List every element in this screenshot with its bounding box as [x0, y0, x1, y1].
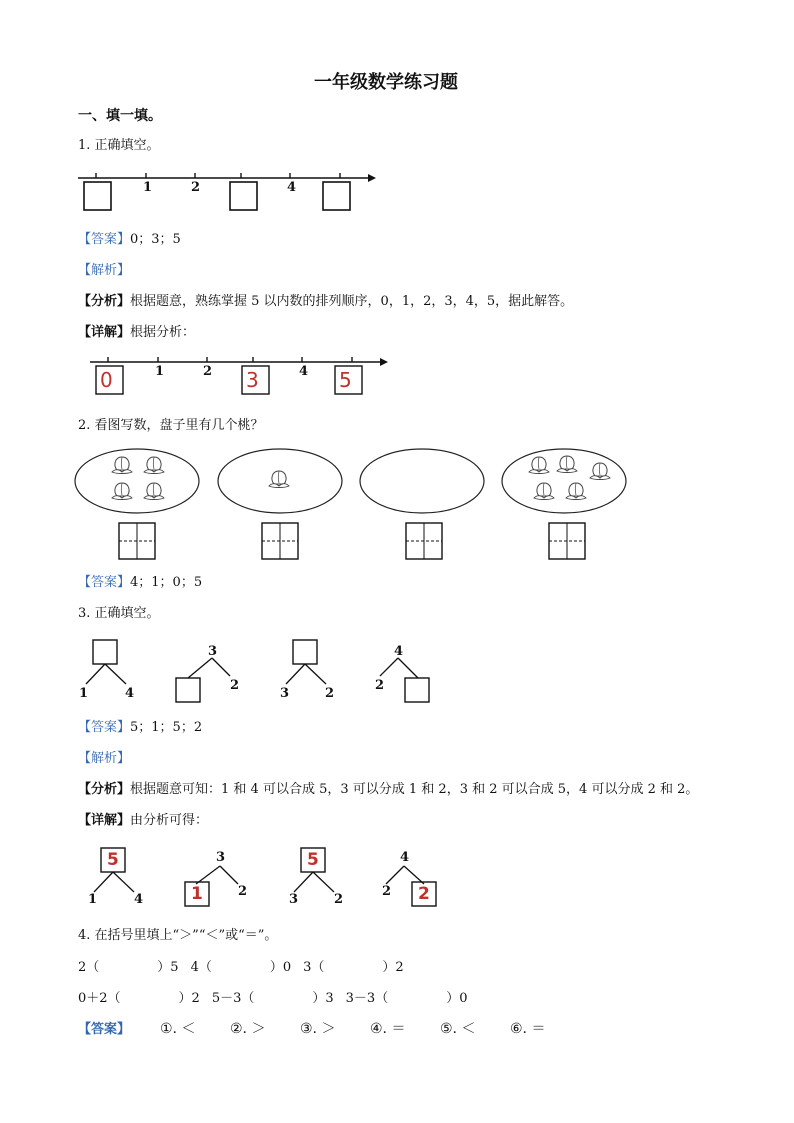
tick-label: 1	[143, 180, 153, 195]
question-2: 2. 看图写数，盘子里有几个桃？	[78, 418, 264, 433]
compare-right: ）3	[312, 991, 334, 1006]
tree-leaf: 2	[238, 884, 248, 899]
xiangjie-tag: 【详解】	[78, 813, 131, 828]
answer-line	[78, 575, 202, 591]
answer-tag: 【答案】	[78, 232, 131, 247]
plate	[360, 449, 484, 513]
compare-left: 0＋2（	[78, 991, 121, 1006]
tree-leaf: 4	[134, 892, 144, 907]
tree-leaf: 1	[88, 892, 98, 907]
compare-row	[78, 960, 404, 976]
xiangjie-text: 由分析可得：	[130, 813, 209, 828]
answer-item: ④. ＝	[370, 1021, 406, 1037]
blank-box	[230, 182, 257, 210]
page-title: 一年级数学练习题	[314, 72, 458, 93]
tree-leaf: 2	[334, 892, 344, 907]
answer-item: ⑥. ＝	[510, 1021, 546, 1037]
compare-right: ）5	[157, 960, 179, 975]
compare-right: ）0	[446, 991, 468, 1006]
tree-leaf: 2	[230, 678, 240, 693]
filled-answer: 5	[339, 368, 352, 392]
filled-answer: 0	[100, 368, 113, 392]
compare-right: ）0	[269, 960, 292, 975]
tree-top: 3	[216, 850, 226, 865]
compare-row	[78, 991, 467, 1007]
filled-answer: 3	[246, 368, 259, 392]
tree-top: 3	[208, 644, 218, 659]
compare-left: 3－3（	[345, 991, 389, 1006]
xiangjie-line	[78, 813, 208, 829]
answer-line	[78, 1021, 570, 1038]
xiangjie-line	[78, 325, 195, 341]
tree-leaf: 1	[79, 686, 89, 701]
xiangjie-tag: 【详解】	[78, 325, 131, 340]
compare-left: 3（	[303, 960, 325, 975]
tree-leaf: 3	[289, 892, 299, 907]
answer-line	[78, 232, 181, 248]
tree-top: 4	[394, 644, 404, 659]
tick-label: 2	[191, 180, 201, 195]
fenxi-tag: 【分析】	[78, 782, 131, 797]
question-3: 3. 正确填空。	[78, 606, 160, 621]
compare-right: ）2	[178, 991, 200, 1006]
blank-box	[84, 182, 111, 210]
fenxi-tag: 【分析】	[78, 294, 131, 309]
compare-right: ）2	[382, 960, 404, 975]
fenxi-line	[78, 782, 698, 798]
tick-label: 4	[287, 180, 297, 195]
answer-item: ⑤. ＜	[440, 1021, 476, 1037]
tree-leaf: 2	[325, 686, 335, 701]
tree-top: 4	[400, 850, 410, 865]
answer-text: 5；1；5；2	[130, 720, 203, 735]
tick-label: 1	[155, 364, 165, 379]
answer-line	[78, 720, 202, 736]
answer-tag: 【答案】	[78, 1022, 131, 1037]
number-line	[78, 168, 388, 218]
answer-tag: 【答案】	[78, 575, 131, 590]
plates-figure	[74, 447, 644, 567]
tick-label: 2	[203, 364, 213, 379]
tree-leaf: 2	[375, 678, 385, 693]
fenxi-line	[78, 294, 573, 310]
answer-item: ①. ＜	[160, 1021, 196, 1037]
question-1: 1. 正确填空。	[78, 138, 160, 153]
answer-tag: 【答案】	[78, 720, 131, 735]
compare-left: 4（	[190, 960, 212, 975]
compare-left: 2（	[78, 960, 100, 975]
answer-text: 4；1；0；5	[130, 575, 203, 590]
tree-leaf: 2	[382, 884, 392, 899]
number-line-solution	[90, 352, 400, 402]
question-4: 4. 在括号里填上“＞”“＜”或“＝”。	[78, 928, 278, 943]
fenxi-text: 根据题意，熟练掌握 5 以内数的排列顺序，0，1，2，3，4，5，据此解答。	[130, 294, 574, 309]
filled-answer: 2	[418, 884, 430, 904]
answer-item: ③. ＞	[300, 1021, 336, 1037]
compare-left: 5－3（	[211, 991, 255, 1006]
filled-answer: 5	[307, 850, 319, 870]
filled-answer: 1	[191, 884, 203, 904]
tick-label: 4	[299, 364, 309, 379]
tree-leaf: 3	[280, 686, 290, 701]
fenxi-text: 根据题意可知：1 和 4 可以合成 5，3 可以分成 1 和 2，3 和 2 可以合成 5，4 可以分成 2 和 2。	[130, 782, 699, 797]
xiangjie-text: 根据分析：	[130, 325, 196, 340]
tree-leaf: 4	[125, 686, 135, 701]
blank-box	[323, 182, 350, 210]
answer-item: ②. ＞	[230, 1021, 266, 1037]
section-heading: 一、填一填。	[78, 108, 162, 124]
answer-text: 0；3；5	[130, 232, 181, 247]
filled-answer: 5	[107, 850, 119, 870]
analysis-tag: 【解析】	[78, 751, 131, 766]
analysis-tag: 【解析】	[78, 263, 131, 278]
plate	[75, 449, 199, 513]
